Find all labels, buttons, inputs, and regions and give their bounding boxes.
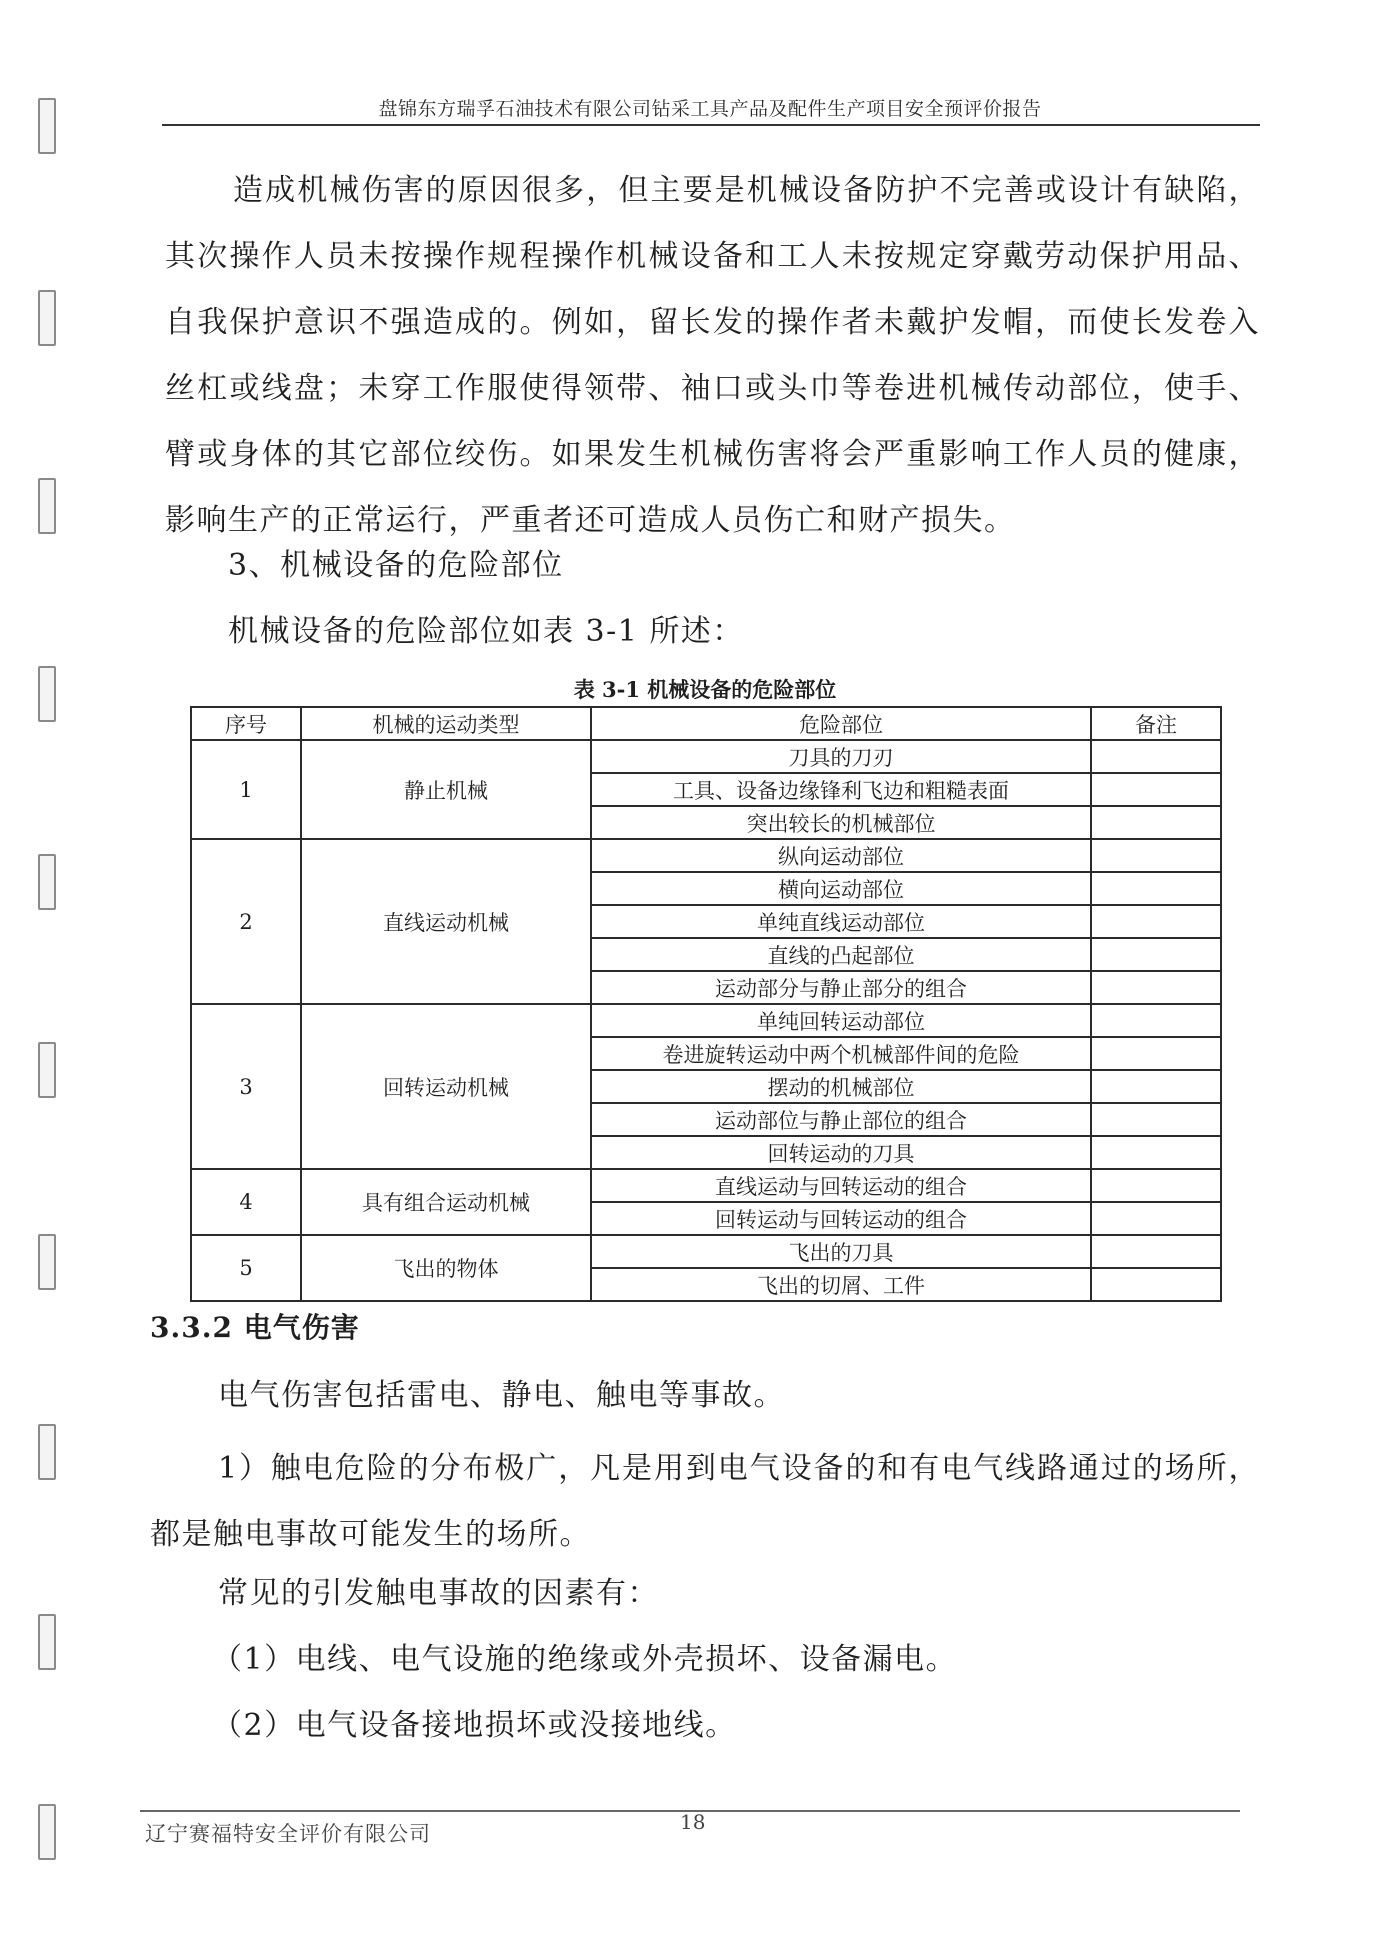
cell-part: 横向运动部位 <box>591 872 1091 905</box>
cell-note <box>1091 971 1221 1004</box>
cell-note <box>1091 1202 1221 1235</box>
cell-part: 回转运动的刀具 <box>591 1136 1091 1169</box>
binding-hole <box>38 1424 56 1480</box>
cell-note <box>1091 1268 1221 1301</box>
cell-no: 5 <box>191 1235 301 1301</box>
cell-note <box>1091 839 1221 872</box>
hazard-table <box>190 706 1222 1302</box>
binding-hole <box>38 1234 56 1290</box>
cell-part: 摆动的机械部位 <box>591 1070 1091 1103</box>
cell-part: 飞出的刀具 <box>591 1235 1091 1268</box>
cell-type: 回转运动机械 <box>301 1004 591 1169</box>
binding-hole <box>38 1042 56 1098</box>
table-row <box>191 839 1221 872</box>
cell-part: 单纯回转运动部位 <box>591 1004 1091 1037</box>
cell-note <box>1091 1037 1221 1070</box>
table-intro: 机械设备的危险部位如表 3-1 所述： <box>228 614 744 649</box>
cell-part: 直线运动与回转运动的组合 <box>591 1169 1091 1202</box>
cell-note <box>1091 905 1221 938</box>
electric-point-1: 1）触电危险的分布极广，凡是用到电气设备的和有电气线路通过的场所，都是触电事故可能发生的场所。 <box>150 1451 1260 1552</box>
binding-hole <box>38 290 56 346</box>
table-row <box>191 740 1221 773</box>
electric-intro: 电气伤害包括雷电、静电、触电等事故。 <box>218 1378 785 1413</box>
table-header-row <box>191 707 1221 740</box>
cell-type: 直线运动机械 <box>301 839 591 1004</box>
header-note: 备注 <box>1091 707 1221 740</box>
cell-note <box>1091 773 1221 806</box>
factor-1: （1）电线、电气设施的绝缘或外壳损坏、设备漏电。 <box>212 1642 958 1677</box>
cell-part: 单纯直线运动部位 <box>591 905 1091 938</box>
cell-note <box>1091 1169 1221 1202</box>
paragraph-mechanical-causes: 造成机械伤害的原因很多，但主要是机械设备防护不完善或设计有缺陷，其次操作人员未按操作规程操作机械设备和工人未按规定穿戴劳动保护用品、自我保护意识不强造成的。例如，留长发的操作者未戴护发帽，而使长发卷入丝杠或线盘；未穿工作服使得领带、袖口或头巾等卷进机械传动部位，使手、臂或身体的其它部位绞伤。如果发生机械伤害将会严重影响工作人员的健康，影响生产的正常运行，严重者还可造成人员伤亡和财产损失。 <box>165 173 1260 538</box>
footer-company: 辽宁赛福特安全评价有限公司 <box>145 1822 431 1846</box>
cell-no: 4 <box>191 1169 301 1235</box>
header-type: 机械的运动类型 <box>301 707 591 740</box>
cell-note <box>1091 1004 1221 1037</box>
cell-type: 飞出的物体 <box>301 1235 591 1301</box>
page-header: 盘锦东方瑞孚石油技术有限公司钻采工具产品及配件生产项目安全预评价报告 <box>378 98 1042 120</box>
cell-no: 3 <box>191 1004 301 1169</box>
table-row <box>191 1004 1221 1037</box>
cell-part: 纵向运动部位 <box>591 839 1091 872</box>
cell-part: 刀具的刀刃 <box>591 740 1091 773</box>
cell-no: 1 <box>191 740 301 839</box>
binding-hole <box>38 666 56 722</box>
cell-part: 飞出的切屑、工件 <box>591 1268 1091 1301</box>
cell-part: 卷进旋转运动中两个机械部件间的危险 <box>591 1037 1091 1070</box>
binding-hole <box>38 478 56 534</box>
cell-part: 突出较长的机械部位 <box>591 806 1091 839</box>
page-number: 18 <box>680 1810 706 1834</box>
header-part: 危险部位 <box>591 707 1091 740</box>
cell-part: 运动部分与静止部分的组合 <box>591 971 1091 1004</box>
cell-part: 工具、设备边缘锋利飞边和粗糙表面 <box>591 773 1091 806</box>
binding-hole <box>38 854 56 910</box>
binding-hole <box>38 1804 56 1860</box>
section-heading: 3.3.2 电气伤害 <box>150 1311 360 1344</box>
cell-part: 回转运动与回转运动的组合 <box>591 1202 1091 1235</box>
cell-note <box>1091 1070 1221 1103</box>
factor-2: （2）电气设备接地损坏或没接地线。 <box>212 1708 737 1743</box>
binding-hole <box>38 98 56 154</box>
cell-note <box>1091 740 1221 773</box>
binding-hole <box>38 1614 56 1670</box>
cell-note <box>1091 938 1221 971</box>
cell-note <box>1091 1136 1221 1169</box>
header-rule <box>162 124 1260 126</box>
cell-type: 具有组合运动机械 <box>301 1169 591 1235</box>
cell-part: 直线的凸起部位 <box>591 938 1091 971</box>
cell-no: 2 <box>191 839 301 1004</box>
cell-note <box>1091 872 1221 905</box>
table-row <box>191 1235 1221 1268</box>
cell-part: 运动部位与静止部位的组合 <box>591 1103 1091 1136</box>
cell-type: 静止机械 <box>301 740 591 839</box>
table-row <box>191 1169 1221 1202</box>
item-heading: 3、机械设备的危险部位 <box>228 548 564 583</box>
common-factors: 常见的引发触电事故的因素有： <box>218 1576 659 1611</box>
header-no: 序号 <box>191 707 301 740</box>
cell-note <box>1091 1103 1221 1136</box>
table-title: 表 3-1 机械设备的危险部位 <box>573 677 837 702</box>
cell-note <box>1091 1235 1221 1268</box>
cell-note <box>1091 806 1221 839</box>
